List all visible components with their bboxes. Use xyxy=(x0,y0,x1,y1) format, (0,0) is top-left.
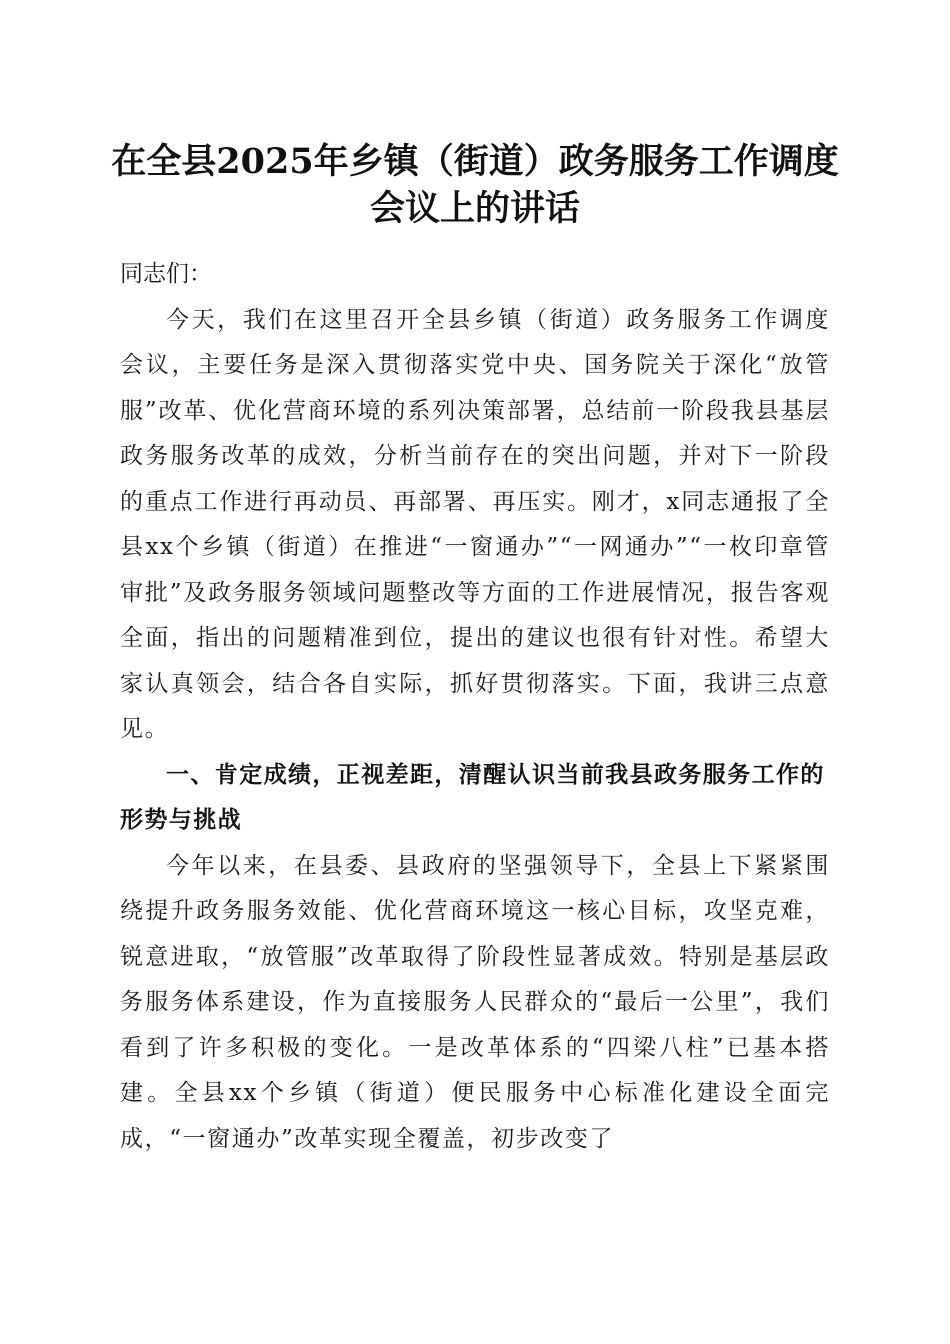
document-body xyxy=(120,252,830,1162)
intro-paragraph: 今天，我们在这里召开全县乡镇（街道）政务服务工作调度会议，主要任务是深入贯彻落实党中央、国务院关于深化“放管服”改革、优化营商环境的系列决策部署，总结前一阶段我县基层政务服务改革的成效，分析当前存在的突出问题，并对下一阶段的重点工作进行再动员、再部署、再压实。刚才，x同志通报了全县xx个乡镇（街道）在推进“一窗通办”“一网通办”“一枚印章管审批”及政务服务领域问题整改等方面的工作进展情况，报告客观全面，指出的问题精准到位，提出的建议也很有针对性。希望大家认真领会，结合各自实际，抓好贯彻落实。下面，我讲三点意见。 xyxy=(120,306,830,742)
section-paragraph: 今年以来，在县委、县政府的坚强领导下，全县上下紧紧围绕提升政务服务效能、优化营商环境这一核心目标，攻坚克难，锐意进取，“放管服”改革取得了阶段性显著成效。特别是基层政务服务体系建设，作为直接服务人民群众的“最后一公里”，我们看到了许多积极的变化。一是改革体系的“四梁八柱”已基本搭建。全县xx个乡镇（街道）便民服务中心标准化建设全面完成，“一窗通办”改革实现全覆盖，初步改变了 xyxy=(120,852,830,1152)
document-title: 在全县2025年乡镇（街道）政务服务工作调度会议上的讲话 xyxy=(111,141,839,229)
section-heading: 一、肯定成绩，正视差距，清醒认识当前我县政务服务工作的形势与挑战 xyxy=(120,761,825,833)
greeting: 同志们： xyxy=(120,261,212,287)
